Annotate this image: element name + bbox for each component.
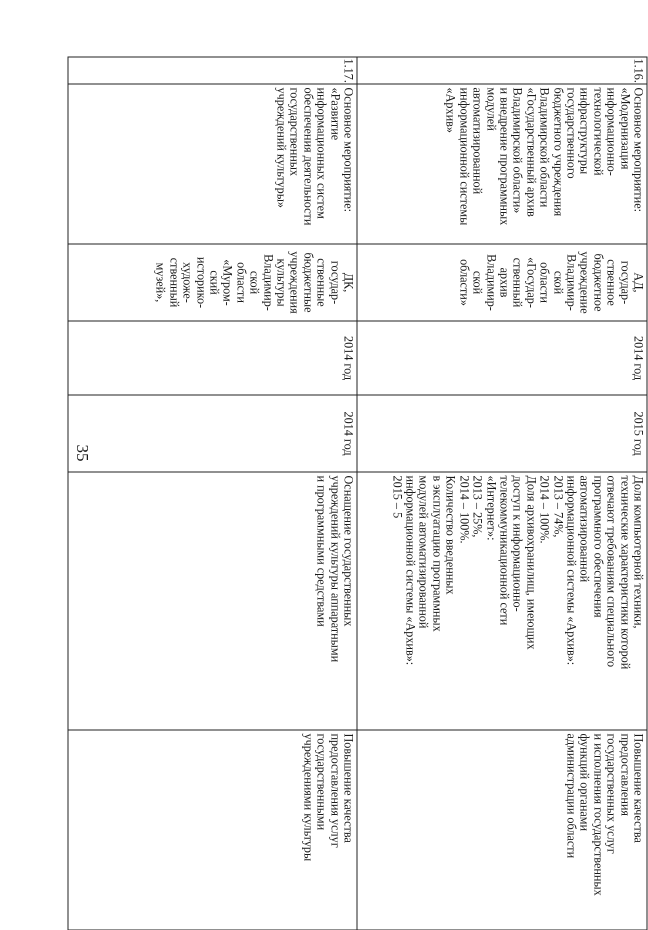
- cell-text-line: 2014 – 100%.: [537, 475, 552, 544]
- cell-text-line: информационной системы: [457, 87, 472, 225]
- cell-text-line: и исполнения государственных: [591, 733, 606, 896]
- cell-text-line: бюджетное: [591, 252, 606, 312]
- row-number-cell: 1.16.: [357, 57, 647, 84]
- cell-text-line: бюджетного учреждения: [551, 87, 566, 216]
- cell-text-line: государственного: [564, 87, 579, 179]
- cell-text-line: технические характеристики которой: [618, 475, 633, 669]
- cell-text-line: «Интернет»:: [484, 475, 499, 540]
- cell-text-line: государственных услуг: [604, 733, 619, 854]
- cell-text-line: области: [234, 261, 249, 303]
- cell-text-line: учреждений культуры аппаратными: [328, 475, 343, 662]
- cell-text-line: учреждения: [287, 250, 302, 314]
- cell-text-line: Доля архивохранилищ, имеющих: [524, 475, 539, 650]
- start-year-cell: 2014 год: [357, 321, 647, 395]
- goal-link-cell: [357, 730, 647, 930]
- document-sheet: [69, 56, 648, 896]
- cell-text-line: музей»,: [153, 262, 168, 302]
- row-number-cell: 1.17.: [68, 57, 357, 84]
- cell-text-line: художе-: [180, 261, 195, 303]
- measure-title-cell: [357, 84, 647, 244]
- cell-text-line: 2013 – 74%,: [551, 475, 566, 537]
- cell-text-line: «Государ-: [524, 256, 539, 308]
- cell-text-line: ственное: [604, 258, 619, 306]
- end-year-cell: 2015 год: [357, 395, 647, 472]
- cell-text-line: информационных систем: [314, 87, 329, 219]
- cell-text-line: государственными: [314, 733, 329, 830]
- page-number: 35: [73, 444, 92, 462]
- cell-text-line: учреждение: [577, 250, 592, 314]
- cell-text-line: информационной системы «Архив»:: [564, 475, 579, 665]
- cell-text-line: ской: [247, 270, 262, 294]
- cell-text-line: технологической: [591, 87, 606, 175]
- table-row: [357, 57, 647, 930]
- cell-text-line: учреждений культуры»: [274, 87, 289, 208]
- start-year-cell: 2014 год: [68, 321, 357, 395]
- cell-text-line: «Государственный архив: [524, 87, 539, 217]
- cell-text-line: Владимир-: [564, 253, 579, 311]
- cell-text-line: области»: [457, 258, 472, 306]
- cell-text-line: бюджетные: [301, 251, 316, 312]
- cell-text-line: Владимир-: [484, 253, 499, 311]
- cell-text-line: модулей автоматизированной: [417, 475, 431, 628]
- cell-text-line: ственный: [510, 257, 525, 307]
- cell-text-line: учреждениями культуры: [301, 733, 316, 861]
- cell-text-line: Доля компьютерной техники,: [631, 475, 646, 629]
- cell-text-line: Владимир-: [261, 253, 276, 311]
- cell-text-line: 2014 – 100%.: [457, 475, 472, 544]
- cell-text-line: историко-: [194, 256, 209, 308]
- cell-text-line: Оснащение государственных: [341, 475, 356, 626]
- cell-text-line: Основное мероприятие:: [631, 87, 646, 212]
- table-row: [68, 57, 357, 930]
- cell-text-line: культуры: [274, 257, 289, 307]
- cell-text-line: предоставления: [618, 733, 633, 816]
- cell-text-line: автоматизированной: [470, 87, 485, 194]
- cell-text-line: и программными средствами: [314, 475, 329, 627]
- cell-text-line: и внедрение программных: [497, 87, 512, 225]
- cell-text-line: предоставления услуг: [328, 733, 343, 848]
- executor-cell: [357, 244, 647, 321]
- cell-text-line: ДК,: [341, 272, 356, 292]
- measures-table: [68, 56, 648, 930]
- cell-text-line: доступ к информационно-: [510, 475, 525, 612]
- cell-text-line: функций органами: [577, 733, 592, 831]
- cell-text-line: государственных: [287, 87, 302, 176]
- cell-text-line: ственные: [314, 257, 329, 307]
- cell-text-line: ский: [207, 269, 222, 295]
- cell-text-line: архив: [497, 267, 512, 297]
- cell-text-line: «Муром-: [220, 258, 235, 306]
- cell-text-line: обеспечения деятельности: [301, 87, 316, 225]
- cell-text-line: ской: [470, 270, 485, 294]
- measure-title-cell: [68, 84, 357, 244]
- cell-text-line: в эксплуатацию программных: [430, 475, 445, 632]
- expected-result-cell: [68, 472, 357, 730]
- cell-text-line: информационно-: [604, 87, 619, 176]
- cell-text-line: области: [537, 261, 552, 303]
- cell-text-line: «Модернизация: [618, 87, 633, 169]
- cell-text-line: государ-: [618, 260, 633, 304]
- cell-text-line: отвечают требованиям специального: [604, 475, 619, 667]
- executor-cell: [68, 244, 357, 321]
- end-year-cell: 2014 год: [68, 395, 357, 472]
- cell-text-line: 2015 – 5: [390, 475, 405, 518]
- cell-text-line: Владимирской области»: [510, 87, 525, 213]
- cell-text-line: ской: [551, 270, 566, 294]
- expected-result-cell: [357, 472, 647, 730]
- cell-text-line: Владимирской области: [537, 87, 552, 207]
- cell-text-line: информационной системы «Архив»:: [403, 475, 418, 665]
- cell-text-line: инфраструктуры: [577, 87, 592, 174]
- cell-text-line: ственный: [167, 257, 182, 307]
- cell-text-line: модулей: [484, 87, 499, 131]
- goal-link-cell: [68, 730, 357, 930]
- cell-text-line: программного обеспечения: [591, 475, 606, 618]
- cell-text-line: Повышение качества: [631, 733, 646, 843]
- cell-text-line: АД,: [631, 271, 646, 293]
- cell-text-line: «Развитие: [328, 87, 343, 140]
- cell-text-line: Количество введенных: [443, 475, 458, 595]
- cell-text-line: телекоммуникационной сети: [497, 475, 512, 625]
- cell-text-line: 2013 – 25%,: [470, 475, 485, 537]
- cell-text-line: государ-: [328, 260, 343, 304]
- cell-text-line: администрации области: [564, 733, 579, 858]
- cell-text-line: «Архив»: [443, 87, 458, 133]
- cell-text-line: автоматизированной: [577, 475, 592, 582]
- cell-text-line: Основное мероприятие:: [341, 87, 356, 212]
- cell-text-line: Повышение качества: [341, 733, 356, 843]
